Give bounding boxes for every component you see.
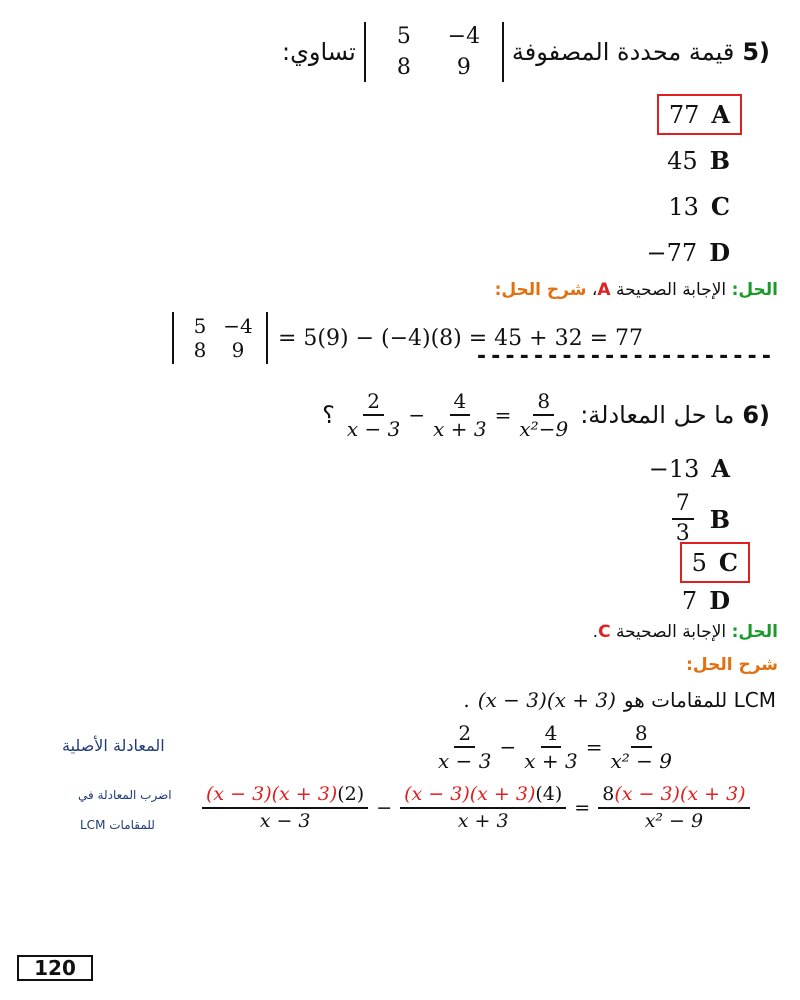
- q5-solution-text: الإجابة الصحيحة: [615, 280, 727, 300]
- q5-option-a[interactable]: [657, 94, 742, 135]
- matrix-a12: −4: [447, 24, 481, 49]
- q6-original-equation: $\frac{2}{x - 3}$ − $\frac{4}{x + 3}$ = $\frac{8}{\text{x² − 9}}$: [438, 721, 672, 773]
- q6-option-c-value: 5: [691, 548, 707, 577]
- q5-option-a-letter: A: [711, 100, 730, 129]
- q6-option-c-letter: C: [718, 548, 738, 577]
- q5-header: [282, 22, 770, 82]
- calc-matrix: [172, 312, 268, 364]
- q6-lcm-end: .: [463, 688, 470, 712]
- q6-equation: $\frac{2}{x - 3}$ − $\frac{4}{x + 3}$ = $\frac{8}{\text{x²−9}}$: [346, 389, 569, 441]
- q5-option-d[interactable]: [647, 238, 730, 267]
- q6-frac-2: $\frac{4}{x + 3}$: [433, 389, 487, 441]
- q6-solution-line: الحل: الإجابة الصحيحة C.: [592, 622, 778, 642]
- q6-header: [322, 390, 770, 440]
- matrix-a21: 8: [396, 55, 411, 80]
- q5-number: 5): [742, 38, 770, 66]
- q5-solution-line: الحل: الإجابة الصحيحة A، شرح الحل:: [494, 280, 778, 300]
- matrix-a22: 9: [456, 55, 471, 80]
- q5-option-b[interactable]: [667, 146, 730, 175]
- q6-lcm-expr: (x − 3)(x + 3): [477, 688, 616, 712]
- q6-lcm-line: [463, 688, 776, 712]
- calc-a12: −4: [223, 314, 253, 338]
- q5-option-c[interactable]: [668, 192, 730, 221]
- calc-a22: 9: [231, 338, 245, 362]
- q6-multiply-label-1: اضرب المعادلة في: [78, 788, 172, 802]
- calc-rhs: = 5(9) − (−4)(8) = 45 + 32 = 77: [278, 325, 644, 351]
- q5-solution-label: الحل:: [731, 280, 778, 300]
- calc-a11: 5: [193, 314, 207, 338]
- q6-option-b-letter: B: [709, 504, 730, 534]
- q6-solution-text: الإجابة الصحيحة: [615, 622, 727, 642]
- q6-frac-3: $\frac{8}{\text{x²−9}}$: [519, 389, 569, 441]
- q5-matrix: [364, 22, 504, 82]
- q5-option-a-value: 77: [668, 100, 700, 129]
- q5-option-b-value: 45: [667, 146, 698, 175]
- q5-text-before: قيمة محددة المصفوفة: [511, 38, 735, 66]
- q6-question-mark: ؟: [322, 401, 335, 429]
- q6-option-b-value: $\frac{7}{3}$: [672, 492, 694, 546]
- q6-lcm-text: LCM للمقامات هو: [623, 688, 776, 712]
- page-number: 120: [17, 955, 93, 981]
- q6-option-b[interactable]: [668, 492, 730, 546]
- q5-option-c-value: 13: [668, 192, 699, 221]
- q5-option-b-letter: B: [709, 146, 730, 175]
- q6-option-d[interactable]: [682, 586, 730, 615]
- matrix-a11: 5: [396, 24, 411, 49]
- q6-solution-letter: C: [598, 622, 611, 642]
- separator: ---------------------: [474, 344, 774, 369]
- q6-multiplied-equation: $\frac{(x - 3)(x + 3)(2)}{x - 3}$ − $\frac{(x - 3)(x + 3)(4)}{x + 3}$ = $\frac{8(x - 3)(x + 3)}{\text{x² − 9}}$: [198, 784, 754, 832]
- q6-option-d-value: 7: [681, 586, 698, 615]
- q6-text: ما حل المعادلة:: [580, 401, 735, 429]
- q6-explanation-label: شرح الحل:: [686, 655, 778, 675]
- q6-number: 6): [742, 401, 770, 429]
- q5-option-d-letter: D: [709, 238, 730, 267]
- q6-solution-label: الحل:: [731, 622, 778, 642]
- q6-frac-1: $\frac{2}{x - 3}$: [346, 389, 401, 441]
- q6-option-d-letter: D: [709, 586, 730, 615]
- q5-text-after: تساوي:: [281, 38, 356, 66]
- q6-option-a[interactable]: [649, 454, 730, 483]
- q5-explanation-label: شرح الحل:: [494, 280, 587, 300]
- q6-option-a-value: −13: [648, 454, 700, 483]
- q5-solution-letter: A: [597, 280, 611, 300]
- q5-option-d-value: −77: [646, 238, 698, 267]
- q6-original-label: المعادلة الأصلية: [62, 736, 165, 755]
- q6-multiply-label-2: LCM للمقامات: [80, 818, 155, 832]
- q5-option-c-letter: C: [710, 192, 730, 221]
- q6-option-a-letter: A: [711, 454, 730, 483]
- calc-a21: 8: [193, 338, 207, 362]
- q6-option-c[interactable]: [680, 542, 750, 583]
